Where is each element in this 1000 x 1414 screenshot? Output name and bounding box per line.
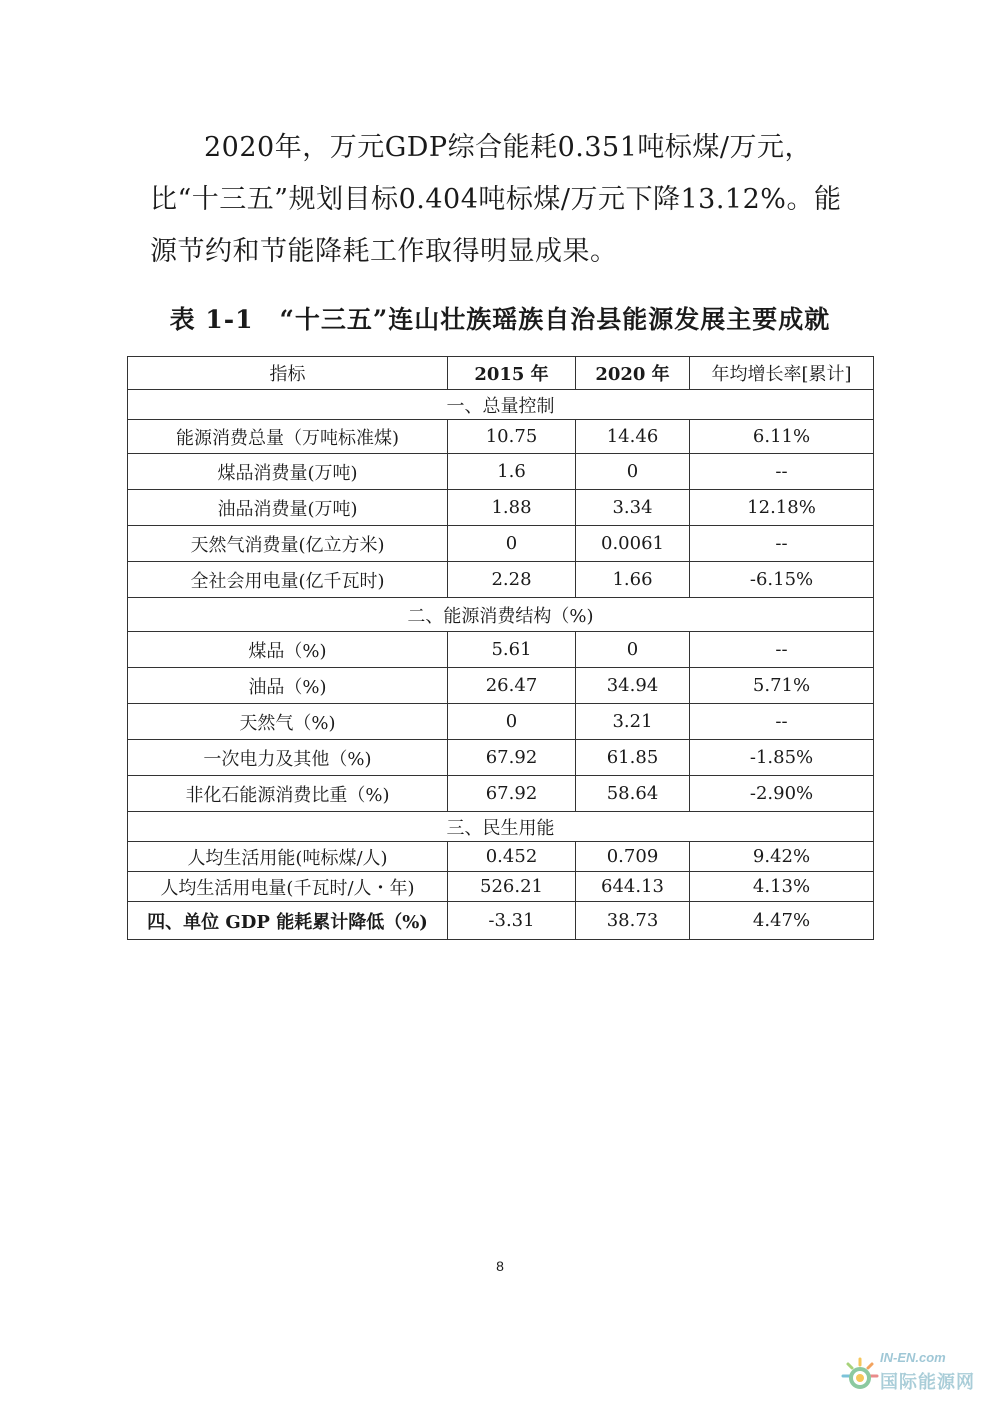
table-row: [128, 490, 874, 526]
value-2020-cell: 3.21: [576, 704, 690, 740]
value-2020-cell: 0: [576, 632, 690, 668]
value-2020-cell: 3.34: [576, 490, 690, 526]
indicator-cell: 煤品（%): [128, 632, 448, 668]
section-label: 二、能源消费结构（%): [128, 598, 874, 632]
value-2015-cell: 26.47: [448, 668, 576, 704]
growth-rate-cell: 5.71%: [690, 668, 874, 704]
value-2015-cell: 1.88: [448, 490, 576, 526]
value-2015-cell: 10.75: [448, 420, 576, 454]
indicator-cell: 非化石能源消费比重（%): [128, 776, 448, 812]
header-2020: [576, 357, 690, 390]
indicator-cell: 天然气（%): [128, 704, 448, 740]
table-caption: 表 1-1 “十三五”连山壮族瑶族自治县能源发展主要成就: [169, 305, 831, 334]
table-body: [128, 390, 874, 940]
value-2020-cell: 0: [576, 454, 690, 490]
growth-rate-cell: 4.47%: [690, 902, 874, 940]
value-2020-cell: 58.64: [576, 776, 690, 812]
header-2020-text: 2020 年: [595, 364, 670, 385]
table-row: [128, 668, 874, 704]
table-row: [128, 842, 874, 872]
indicator-cell: 天然气消费量(亿立方米): [128, 526, 448, 562]
watermark: [840, 1348, 990, 1408]
table-row: [128, 776, 874, 812]
section-label: 三、民生用能: [128, 812, 874, 842]
table-row: [128, 562, 874, 598]
indicator-cell: 人均生活用电量(千瓦时/人・年): [128, 872, 448, 902]
watermark-cn: 国际能源网: [880, 1372, 975, 1393]
table-header-row: [128, 357, 874, 390]
section-row: [128, 812, 874, 842]
value-2020-cell: 34.94: [576, 668, 690, 704]
value-2015-cell: 67.92: [448, 776, 576, 812]
value-2015-cell: 5.61: [448, 632, 576, 668]
table-row: [128, 902, 874, 940]
growth-rate-cell: 6.11%: [690, 420, 874, 454]
value-2020-cell: 14.46: [576, 420, 690, 454]
value-2015-cell: 0: [448, 704, 576, 740]
indicator-cell: 能源消费总量（万吨标准煤): [128, 420, 448, 454]
energy-achievements-table: [127, 356, 874, 940]
sun-logo-icon: [840, 1356, 880, 1396]
growth-rate-cell: --: [690, 526, 874, 562]
growth-rate-cell: -6.15%: [690, 562, 874, 598]
section-row: [128, 390, 874, 420]
value-2020-cell: 0.709: [576, 842, 690, 872]
growth-rate-cell: -2.90%: [690, 776, 874, 812]
body-paragraph: 2020年，万元GDP综合能耗0.351吨标煤/万元，比“十三五”规划目标0.404吨标煤/万元下降13.12%。能源节约和节能降耗工作取得明显成果。: [150, 132, 842, 267]
growth-rate-cell: 4.13%: [690, 872, 874, 902]
value-2015-cell: 526.21: [448, 872, 576, 902]
indicator-cell: 全社会用电量(亿千瓦时): [128, 562, 448, 598]
growth-rate-cell: 9.42%: [690, 842, 874, 872]
value-2020-cell: 61.85: [576, 740, 690, 776]
value-2020-cell: 38.73: [576, 902, 690, 940]
table-row: [128, 740, 874, 776]
table-row: [128, 872, 874, 902]
page-number: 8: [496, 1258, 504, 1274]
header-2015-text: 2015 年: [474, 364, 549, 385]
growth-rate-cell: 12.18%: [690, 490, 874, 526]
header-growth-rate: 年均增长率[累计]: [690, 357, 874, 390]
header-indicator: 指标: [128, 357, 448, 390]
value-2015-cell: 2.28: [448, 562, 576, 598]
watermark-en: IN-EN.com: [880, 1350, 946, 1365]
value-2020-cell: 644.13: [576, 872, 690, 902]
value-2015-cell: 0: [448, 526, 576, 562]
indicator-cell: 四、单位 GDP 能耗累计降低（%): [128, 902, 448, 940]
value-2015-cell: 67.92: [448, 740, 576, 776]
growth-rate-cell: --: [690, 454, 874, 490]
indicator-cell: 油品（%): [128, 668, 448, 704]
value-2015-cell: 0.452: [448, 842, 576, 872]
indicator-cell: 一次电力及其他（%): [128, 740, 448, 776]
growth-rate-cell: -1.85%: [690, 740, 874, 776]
growth-rate-cell: --: [690, 632, 874, 668]
table-row: [128, 526, 874, 562]
indicator-cell: 人均生活用能(吨标煤/人): [128, 842, 448, 872]
table-row: [128, 454, 874, 490]
table-row: [128, 632, 874, 668]
section-label: 一、总量控制: [128, 390, 874, 420]
header-2015: [448, 357, 576, 390]
section-row: [128, 598, 874, 632]
indicator-cell: 油品消费量(万吨): [128, 490, 448, 526]
table-row: [128, 420, 874, 454]
value-2020-cell: 0.0061: [576, 526, 690, 562]
value-2015-cell: -3.31: [448, 902, 576, 940]
growth-rate-cell: --: [690, 704, 874, 740]
value-2015-cell: 1.6: [448, 454, 576, 490]
indicator-cell: 煤品消费量(万吨): [128, 454, 448, 490]
table-row: [128, 704, 874, 740]
value-2020-cell: 1.66: [576, 562, 690, 598]
